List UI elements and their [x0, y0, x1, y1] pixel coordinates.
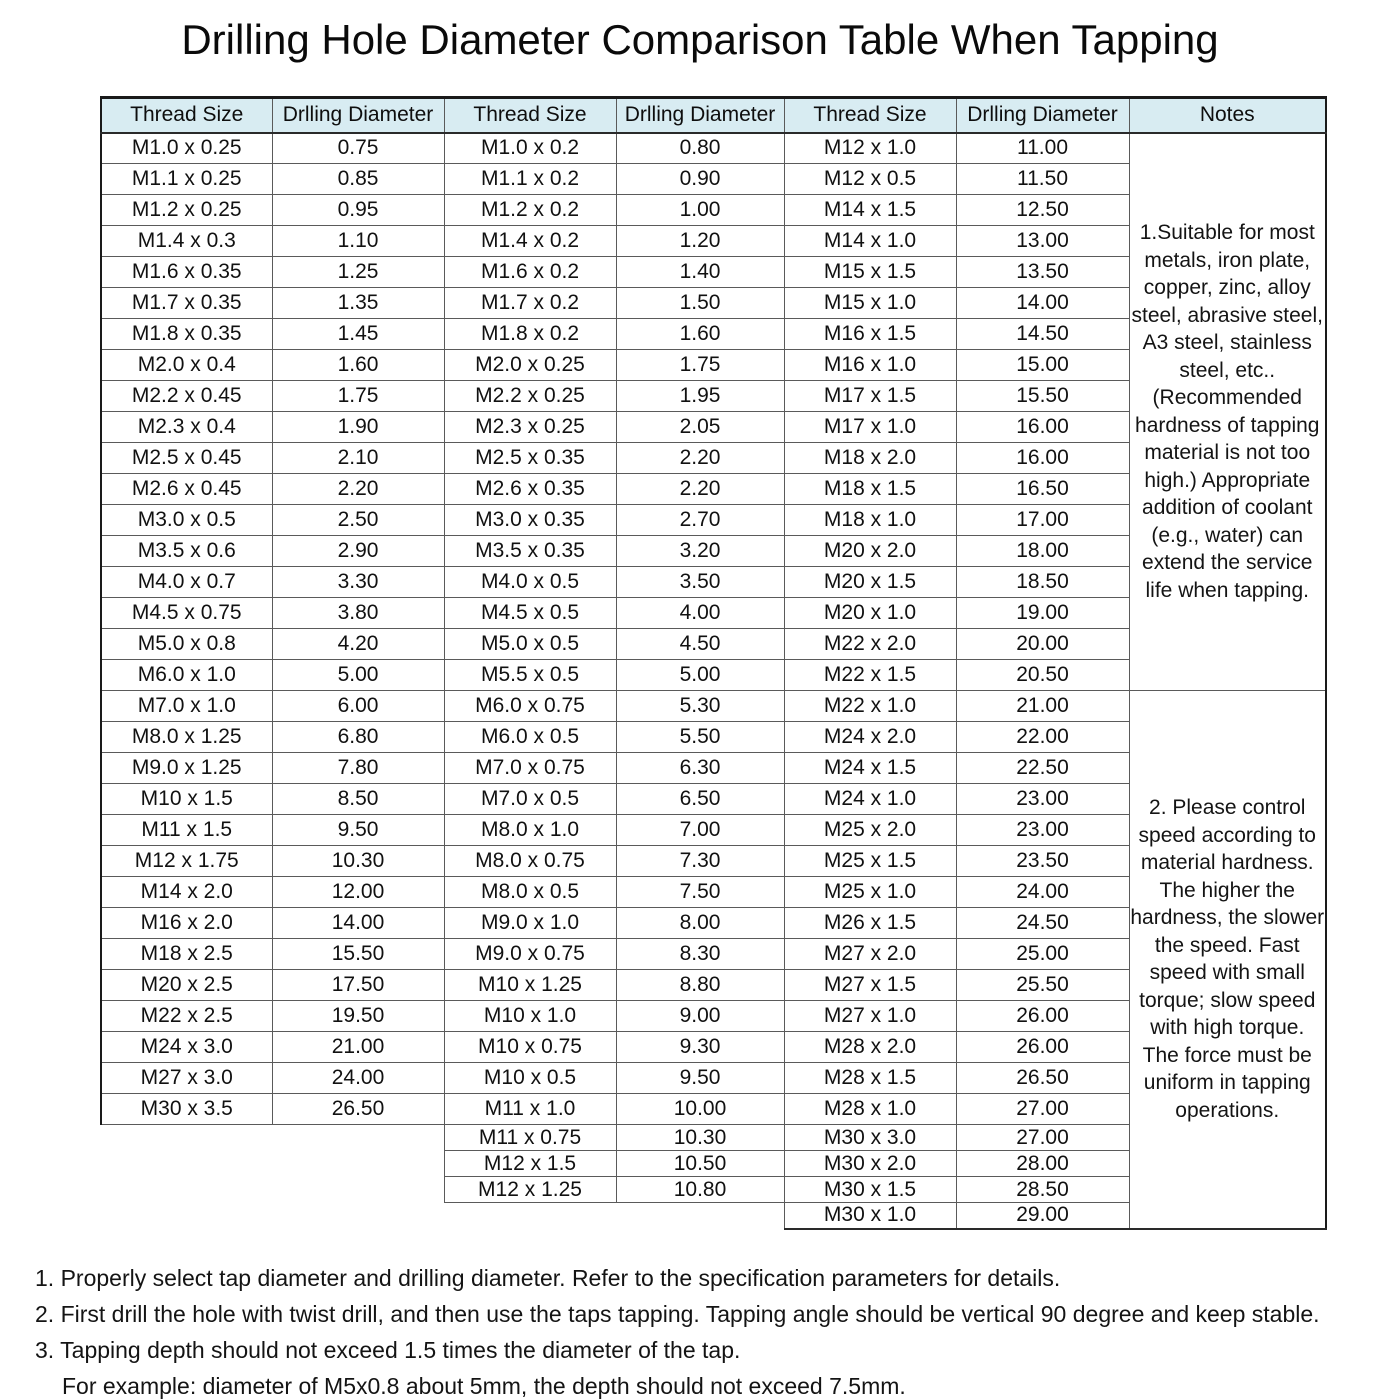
drilling-diameter-cell: 14.00 [956, 288, 1129, 319]
thread-size-cell: M25 x 1.5 [784, 846, 956, 877]
drilling-diameter-cell: 8.30 [616, 939, 784, 970]
thread-size-cell: M2.6 x 0.35 [444, 474, 616, 505]
drilling-diameter-cell: 3.50 [616, 567, 784, 598]
thread-size-cell: M3.0 x 0.35 [444, 505, 616, 536]
drilling-diameter-cell: 24.00 [956, 877, 1129, 908]
drilling-diameter-cell: 8.00 [616, 908, 784, 939]
thread-size-cell: M18 x 1.5 [784, 474, 956, 505]
drilling-diameter-cell: 4.00 [616, 598, 784, 629]
drilling-diameter-cell: 9.30 [616, 1032, 784, 1063]
drilling-diameter-cell: 21.00 [272, 1032, 444, 1063]
empty-cell [272, 1203, 444, 1229]
thread-size-cell: M4.0 x 0.5 [444, 567, 616, 598]
thread-size-cell: M1.1 x 0.2 [444, 164, 616, 195]
drilling-diameter-cell: 16.00 [956, 443, 1129, 474]
drilling-diameter-cell: 6.50 [616, 784, 784, 815]
table-body [101, 133, 1326, 1229]
drilling-diameter-cell: 1.45 [272, 319, 444, 350]
drilling-diameter-cell: 10.30 [272, 846, 444, 877]
drilling-diameter-cell: 3.20 [616, 536, 784, 567]
thread-size-cell: M2.3 x 0.4 [101, 412, 272, 443]
drilling-diameter-cell: 7.50 [616, 877, 784, 908]
empty-cell [272, 1177, 444, 1203]
drilling-diameter-cell: 10.00 [616, 1094, 784, 1125]
drilling-diameter-cell: 13.00 [956, 226, 1129, 257]
thread-size-cell: M14 x 2.0 [101, 877, 272, 908]
header-row [101, 98, 1326, 133]
drilling-diameter-cell: 1.60 [272, 350, 444, 381]
drilling-diameter-cell: 1.75 [616, 350, 784, 381]
thread-size-cell: M24 x 1.5 [784, 753, 956, 784]
thread-size-cell: M1.8 x 0.35 [101, 319, 272, 350]
thread-size-cell: M1.7 x 0.35 [101, 288, 272, 319]
drilling-diameter-cell: 23.00 [956, 784, 1129, 815]
drilling-diameter-cell: 15.00 [956, 350, 1129, 381]
thread-size-cell: M20 x 1.5 [784, 567, 956, 598]
drilling-diameter-cell: 1.10 [272, 226, 444, 257]
drilling-diameter-cell: 27.00 [956, 1094, 1129, 1125]
thread-size-cell: M7.0 x 0.5 [444, 784, 616, 815]
drilling-diameter-cell: 9.50 [616, 1063, 784, 1094]
drilling-diameter-cell: 19.00 [956, 598, 1129, 629]
thread-size-cell: M2.0 x 0.25 [444, 350, 616, 381]
column-header-1: Thread Size [101, 98, 272, 133]
table-row [101, 691, 1326, 722]
drilling-diameter-cell: 2.90 [272, 536, 444, 567]
drilling-diameter-cell: 2.70 [616, 505, 784, 536]
drilling-diameter-cell: 13.50 [956, 257, 1129, 288]
drilling-diameter-cell: 1.20 [616, 226, 784, 257]
thread-size-cell: M1.6 x 0.35 [101, 257, 272, 288]
drilling-diameter-cell: 21.00 [956, 691, 1129, 722]
thread-size-cell: M28 x 1.5 [784, 1063, 956, 1094]
drilling-diameter-cell: 10.30 [616, 1125, 784, 1151]
thread-size-cell: M1.4 x 0.2 [444, 226, 616, 257]
drilling-diameter-cell: 20.50 [956, 660, 1129, 691]
empty-cell [444, 1203, 616, 1229]
drilling-diameter-cell: 3.80 [272, 598, 444, 629]
footnote-3-example: For example: diameter of M5x0.8 about 5mm, the depth should not exceed 7.5mm. [62, 1372, 906, 1399]
thread-size-cell: M16 x 2.0 [101, 908, 272, 939]
drilling-diameter-cell: 6.80 [272, 722, 444, 753]
drilling-diameter-cell: 19.50 [272, 1001, 444, 1032]
thread-size-cell: M30 x 1.5 [784, 1177, 956, 1203]
thread-size-cell: M1.4 x 0.3 [101, 226, 272, 257]
thread-size-cell: M7.0 x 0.75 [444, 753, 616, 784]
drilling-diameter-cell: 0.75 [272, 133, 444, 164]
drilling-diameter-cell: 16.00 [956, 412, 1129, 443]
drilling-diameter-cell: 1.60 [616, 319, 784, 350]
thread-size-cell: M3.0 x 0.5 [101, 505, 272, 536]
thread-size-cell: M30 x 2.0 [784, 1151, 956, 1177]
thread-size-cell: M1.7 x 0.2 [444, 288, 616, 319]
thread-size-cell: M2.2 x 0.25 [444, 381, 616, 412]
drilling-diameter-cell: 0.80 [616, 133, 784, 164]
drilling-diameter-cell: 27.00 [956, 1125, 1129, 1151]
drilling-diameter-cell: 6.30 [616, 753, 784, 784]
column-header-4: Drlling Diameter [616, 98, 784, 133]
drilling-diameter-cell: 28.50 [956, 1177, 1129, 1203]
thread-size-cell: M14 x 1.0 [784, 226, 956, 257]
empty-cell [101, 1125, 272, 1151]
thread-size-cell: M1.6 x 0.2 [444, 257, 616, 288]
thread-size-cell: M16 x 1.5 [784, 319, 956, 350]
drilling-diameter-cell: 14.00 [272, 908, 444, 939]
drilling-diameter-cell: 22.50 [956, 753, 1129, 784]
drilling-diameter-cell: 23.00 [956, 815, 1129, 846]
drilling-diameter-cell: 0.95 [272, 195, 444, 226]
drilling-diameter-cell: 5.00 [272, 660, 444, 691]
drilling-diameter-cell: 5.50 [616, 722, 784, 753]
thread-size-cell: M6.0 x 1.0 [101, 660, 272, 691]
thread-size-cell: M9.0 x 1.0 [444, 908, 616, 939]
table-row [101, 133, 1326, 164]
drilling-diameter-cell: 18.00 [956, 536, 1129, 567]
thread-size-cell: M4.0 x 0.7 [101, 567, 272, 598]
drilling-diameter-cell: 4.20 [272, 629, 444, 660]
thread-size-cell: M12 x 1.0 [784, 133, 956, 164]
page-title: Drilling Hole Diameter Comparison Table When Tapping [181, 16, 1219, 63]
drilling-diameter-cell: 17.00 [956, 505, 1129, 536]
column-header-2: Drlling Diameter [272, 98, 444, 133]
thread-size-cell: M10 x 1.0 [444, 1001, 616, 1032]
thread-size-cell: M6.0 x 0.5 [444, 722, 616, 753]
thread-size-cell: M5.5 x 0.5 [444, 660, 616, 691]
drilling-diameter-cell: 26.50 [272, 1094, 444, 1125]
notes-cell-1: 1.Suitable for most metals, iron plate, copper, zinc, alloy steel, abrasive steel, A3 steel, stainless steel, etc..(Recommended hardness of tapping material is not too high.) Appropriate addition of coolant (e.g., water) can extend the service life when tapping. [1129, 133, 1326, 691]
empty-cell [101, 1151, 272, 1177]
drilling-diameter-cell: 2.10 [272, 443, 444, 474]
thread-size-cell: M12 x 1.5 [444, 1151, 616, 1177]
thread-size-cell: M10 x 0.5 [444, 1063, 616, 1094]
thread-size-cell: M11 x 1.5 [101, 815, 272, 846]
column-header-3: Thread Size [444, 98, 616, 133]
drilling-diameter-cell: 0.90 [616, 164, 784, 195]
thread-size-cell: M26 x 1.5 [784, 908, 956, 939]
thread-size-cell: M20 x 1.0 [784, 598, 956, 629]
thread-size-cell: M11 x 0.75 [444, 1125, 616, 1151]
drilling-diameter-cell: 1.40 [616, 257, 784, 288]
footnotes [35, 1260, 1400, 1400]
thread-size-cell: M22 x 2.0 [784, 629, 956, 660]
drilling-diameter-cell: 26.50 [956, 1063, 1129, 1094]
thread-size-cell: M12 x 1.75 [101, 846, 272, 877]
thread-size-cell: M28 x 1.0 [784, 1094, 956, 1125]
thread-size-cell: M17 x 1.0 [784, 412, 956, 443]
thread-size-cell: M1.2 x 0.2 [444, 195, 616, 226]
thread-size-cell: M2.3 x 0.25 [444, 412, 616, 443]
thread-size-cell: M3.5 x 0.35 [444, 536, 616, 567]
drilling-diameter-cell: 1.00 [616, 195, 784, 226]
thread-size-cell: M10 x 1.25 [444, 970, 616, 1001]
drilling-diameter-cell: 24.00 [272, 1063, 444, 1094]
thread-size-cell: M18 x 1.0 [784, 505, 956, 536]
thread-size-cell: M10 x 0.75 [444, 1032, 616, 1063]
empty-cell [101, 1177, 272, 1203]
thread-size-cell: M30 x 1.0 [784, 1203, 956, 1229]
thread-size-cell: M1.1 x 0.25 [101, 164, 272, 195]
drilling-diameter-cell: 18.50 [956, 567, 1129, 598]
thread-size-cell: M1.2 x 0.25 [101, 195, 272, 226]
thread-size-cell: M30 x 3.5 [101, 1094, 272, 1125]
thread-size-cell: M2.5 x 0.45 [101, 443, 272, 474]
thread-size-cell: M25 x 2.0 [784, 815, 956, 846]
thread-size-cell: M11 x 1.0 [444, 1094, 616, 1125]
drilling-diameter-cell: 8.80 [616, 970, 784, 1001]
thread-size-cell: M27 x 3.0 [101, 1063, 272, 1094]
thread-size-cell: M27 x 1.5 [784, 970, 956, 1001]
drilling-diameter-cell: 8.50 [272, 784, 444, 815]
thread-size-cell: M3.5 x 0.6 [101, 536, 272, 567]
thread-size-cell: M2.2 x 0.45 [101, 381, 272, 412]
thread-size-cell: M5.0 x 0.8 [101, 629, 272, 660]
drilling-diameter-cell: 16.50 [956, 474, 1129, 505]
thread-size-cell: M7.0 x 1.0 [101, 691, 272, 722]
drilling-diameter-cell: 5.00 [616, 660, 784, 691]
drilling-diameter-cell: 1.50 [616, 288, 784, 319]
thread-size-cell: M24 x 1.0 [784, 784, 956, 815]
thread-size-cell: M18 x 2.0 [784, 443, 956, 474]
column-header-6: Drlling Diameter [956, 98, 1129, 133]
thread-size-cell: M12 x 1.25 [444, 1177, 616, 1203]
drilling-diameter-cell: 9.50 [272, 815, 444, 846]
drilling-diameter-cell: 26.00 [956, 1032, 1129, 1063]
thread-size-cell: M8.0 x 1.25 [101, 722, 272, 753]
drilling-diameter-cell: 7.00 [616, 815, 784, 846]
drilling-diameter-cell: 10.50 [616, 1151, 784, 1177]
drilling-diameter-cell: 14.50 [956, 319, 1129, 350]
thread-size-cell: M1.8 x 0.2 [444, 319, 616, 350]
thread-size-cell: M18 x 2.5 [101, 939, 272, 970]
drilling-diameter-cell: 15.50 [272, 939, 444, 970]
footnote-1: 1. Properly select tap diameter and drilling diameter. Refer to the specification parameters for details. [35, 1264, 1061, 1291]
drilling-diameter-cell: 0.85 [272, 164, 444, 195]
thread-size-cell: M15 x 1.5 [784, 257, 956, 288]
drilling-diameter-cell: 28.00 [956, 1151, 1129, 1177]
drilling-diameter-cell: 7.30 [616, 846, 784, 877]
thread-size-cell: M16 x 1.0 [784, 350, 956, 381]
thread-size-cell: M8.0 x 0.5 [444, 877, 616, 908]
footnote-2: 2. First drill the hole with twist drill, and then use the taps tapping. Tapping angle should be vertical 90 degree and keep stable. [35, 1300, 1320, 1327]
thread-size-cell: M14 x 1.5 [784, 195, 956, 226]
thread-size-cell: M27 x 1.0 [784, 1001, 956, 1032]
thread-size-cell: M24 x 3.0 [101, 1032, 272, 1063]
thread-size-cell: M27 x 2.0 [784, 939, 956, 970]
drilling-diameter-cell: 1.90 [272, 412, 444, 443]
drilling-diameter-cell: 20.00 [956, 629, 1129, 660]
thread-size-cell: M4.5 x 0.5 [444, 598, 616, 629]
drilling-diameter-cell: 12.00 [272, 877, 444, 908]
thread-size-cell: M28 x 2.0 [784, 1032, 956, 1063]
thread-size-cell: M8.0 x 1.0 [444, 815, 616, 846]
drilling-diameter-cell: 2.20 [272, 474, 444, 505]
empty-cell [101, 1203, 272, 1229]
thread-size-cell: M6.0 x 0.75 [444, 691, 616, 722]
drilling-diameter-cell: 2.20 [616, 443, 784, 474]
thread-size-cell: M22 x 2.5 [101, 1001, 272, 1032]
thread-size-cell: M22 x 1.5 [784, 660, 956, 691]
drilling-diameter-cell: 6.00 [272, 691, 444, 722]
thread-size-cell: M22 x 1.0 [784, 691, 956, 722]
thread-size-cell: M30 x 3.0 [784, 1125, 956, 1151]
comparison-table [100, 96, 1327, 1230]
drilling-diameter-cell: 9.00 [616, 1001, 784, 1032]
thread-size-cell: M17 x 1.5 [784, 381, 956, 412]
thread-size-cell: M9.0 x 1.25 [101, 753, 272, 784]
notes-cell-2: 2. Please control speed according to material hardness. The higher the hardness, the slower the speed. Fast speed with small torque; slow speed with high torque. The force must be uniform in tapping operations. [1129, 691, 1326, 1229]
drilling-diameter-cell: 2.20 [616, 474, 784, 505]
empty-cell [272, 1125, 444, 1151]
thread-size-cell: M2.5 x 0.35 [444, 443, 616, 474]
drilling-diameter-cell: 23.50 [956, 846, 1129, 877]
table-header [101, 98, 1326, 133]
drilling-diameter-cell: 11.50 [956, 164, 1129, 195]
empty-cell [616, 1203, 784, 1229]
empty-cell [272, 1151, 444, 1177]
drilling-diameter-cell: 4.50 [616, 629, 784, 660]
thread-size-cell: M9.0 x 0.75 [444, 939, 616, 970]
drilling-diameter-cell: 1.35 [272, 288, 444, 319]
footnote-3: 3. Tapping depth should not exceed 1.5 times the diameter of the tap. [35, 1336, 741, 1363]
drilling-diameter-cell: 24.50 [956, 908, 1129, 939]
thread-size-cell: M8.0 x 0.75 [444, 846, 616, 877]
thread-size-cell: M5.0 x 0.5 [444, 629, 616, 660]
thread-size-cell: M24 x 2.0 [784, 722, 956, 753]
thread-size-cell: M10 x 1.5 [101, 784, 272, 815]
drilling-diameter-cell: 10.80 [616, 1177, 784, 1203]
thread-size-cell: M20 x 2.5 [101, 970, 272, 1001]
drilling-diameter-cell: 26.00 [956, 1001, 1129, 1032]
drilling-diameter-cell: 3.30 [272, 567, 444, 598]
drilling-diameter-cell: 1.75 [272, 381, 444, 412]
thread-size-cell: M2.6 x 0.45 [101, 474, 272, 505]
thread-size-cell: M1.0 x 0.2 [444, 133, 616, 164]
drilling-diameter-cell: 5.30 [616, 691, 784, 722]
drilling-diameter-cell: 11.00 [956, 133, 1129, 164]
drilling-diameter-cell: 7.80 [272, 753, 444, 784]
drilling-diameter-cell: 25.50 [956, 970, 1129, 1001]
drilling-diameter-cell: 1.25 [272, 257, 444, 288]
drilling-diameter-cell: 2.50 [272, 505, 444, 536]
drilling-diameter-cell: 2.05 [616, 412, 784, 443]
thread-size-cell: M25 x 1.0 [784, 877, 956, 908]
thread-size-cell: M20 x 2.0 [784, 536, 956, 567]
thread-size-cell: M1.0 x 0.25 [101, 133, 272, 164]
thread-size-cell: M2.0 x 0.4 [101, 350, 272, 381]
drilling-diameter-cell: 15.50 [956, 381, 1129, 412]
column-header-7: Notes [1129, 98, 1326, 133]
drilling-diameter-cell: 25.00 [956, 939, 1129, 970]
drilling-diameter-cell: 12.50 [956, 195, 1129, 226]
thread-size-cell: M12 x 0.5 [784, 164, 956, 195]
drilling-diameter-cell: 29.00 [956, 1203, 1129, 1229]
thread-size-cell: M15 x 1.0 [784, 288, 956, 319]
drilling-diameter-cell: 22.00 [956, 722, 1129, 753]
thread-size-cell: M4.5 x 0.75 [101, 598, 272, 629]
drilling-diameter-cell: 1.95 [616, 381, 784, 412]
drilling-diameter-cell: 17.50 [272, 970, 444, 1001]
column-header-5: Thread Size [784, 98, 956, 133]
